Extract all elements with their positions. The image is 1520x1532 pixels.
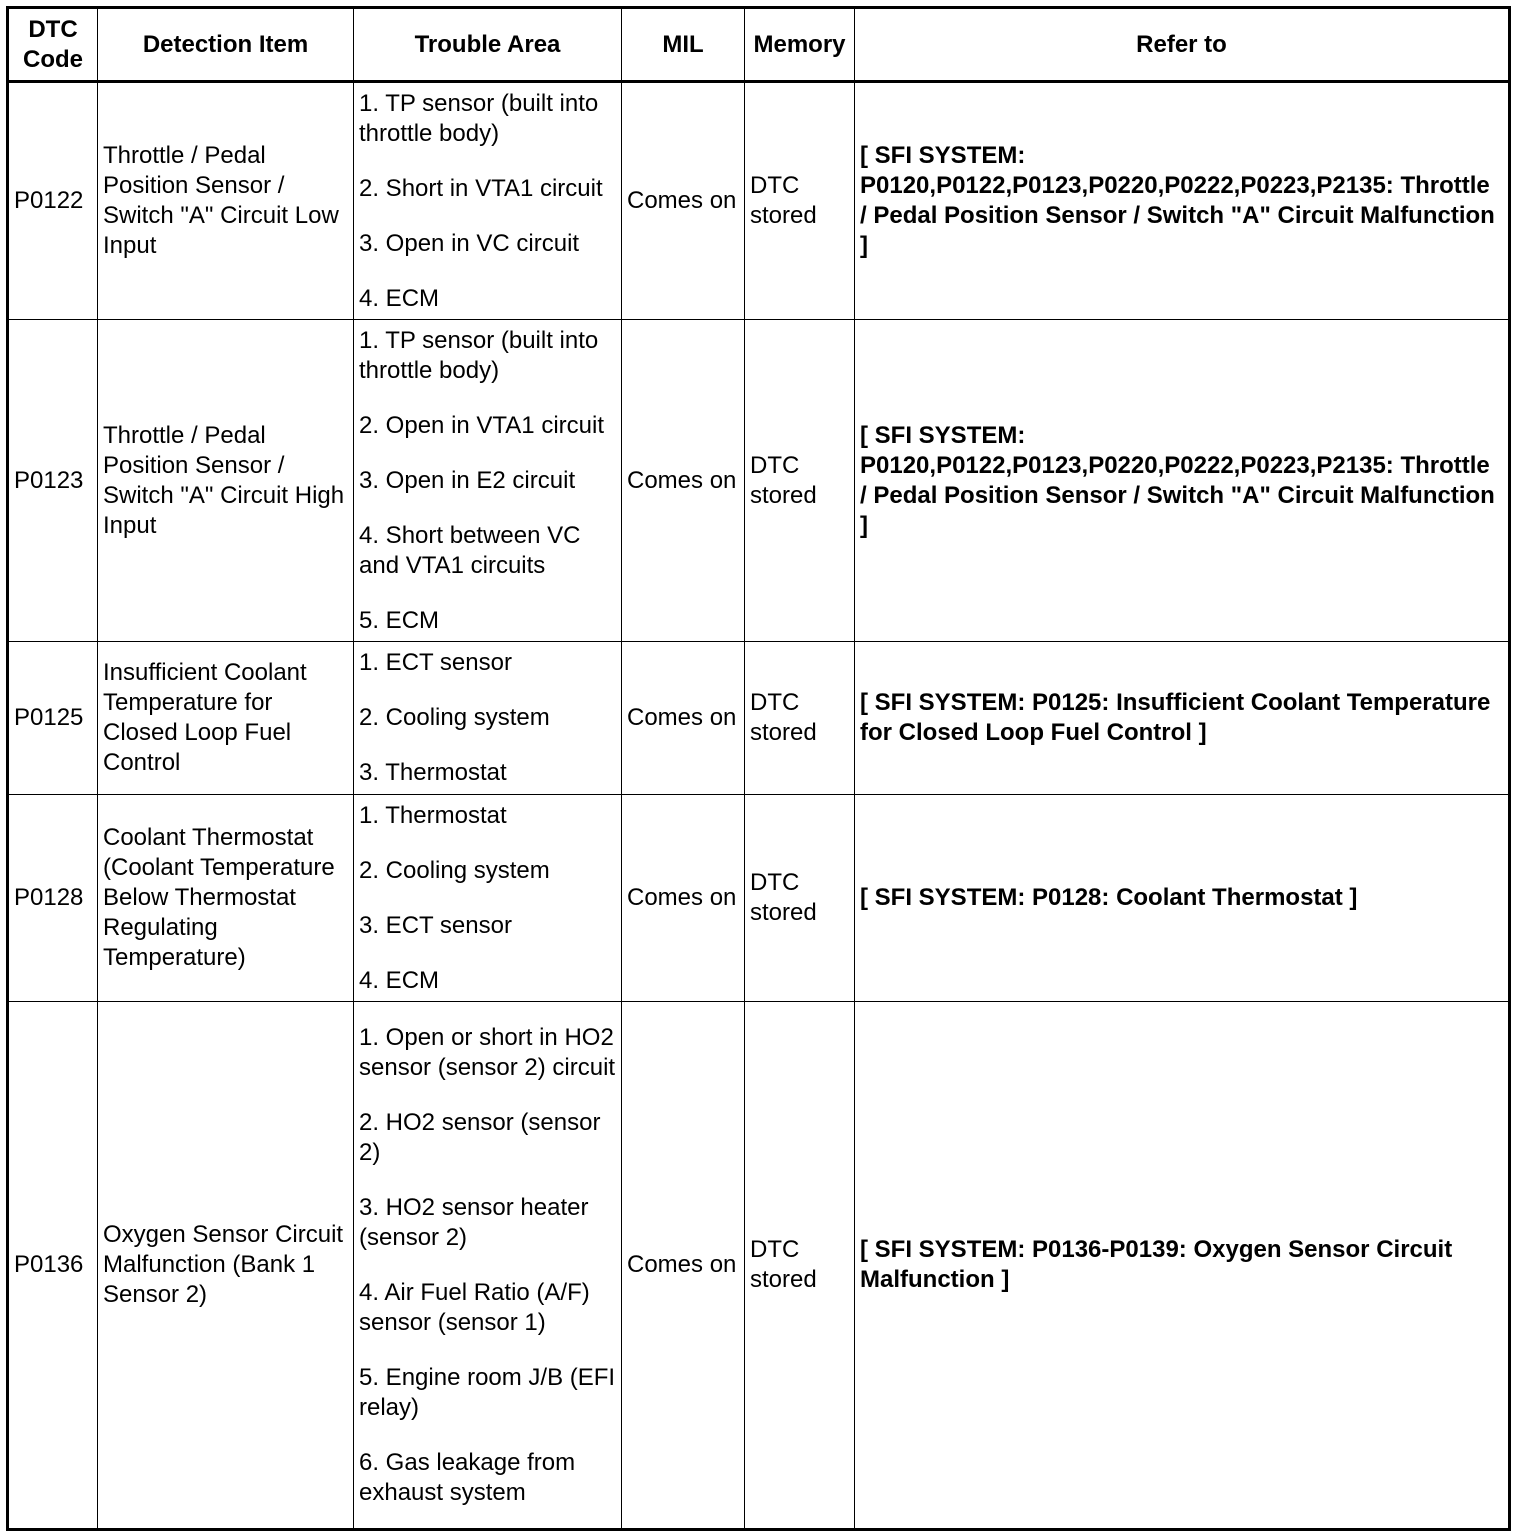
trouble-area-item: 3. ECT sensor (359, 911, 512, 939)
memory-cell: DTC stored (745, 320, 855, 642)
trouble-area-item: 2. HO2 sensor (sensor 2) (359, 1108, 601, 1166)
detection-item-cell: Insufficient Coolant Temperature for Closed Loop Fuel Control (98, 642, 354, 795)
mil-cell: Comes on (622, 1002, 745, 1530)
refer-to-cell: [ SFI SYSTEM: P0136-P0139: Oxygen Sensor Circuit Malfunction ] (855, 1002, 1510, 1530)
trouble-area-item: 3. Open in VC circuit (359, 229, 580, 257)
refer-to-cell: [ SFI SYSTEM: P0120,P0122,P0123,P0220,P0222,P0223,P2135: Throttle / Pedal Position Sensor / Switch "A" Circuit Malfunction ] (855, 82, 1510, 320)
memory-cell: DTC stored (745, 1002, 855, 1530)
trouble-area-item: 4. Air Fuel Ratio (A/F) sensor (sensor 1) (359, 1278, 590, 1336)
table-row (8, 642, 1510, 795)
dtc-code-cell: P0136 (8, 1002, 98, 1530)
refer-to-cell: [ SFI SYSTEM: P0128: Coolant Thermostat ] (855, 795, 1510, 1002)
trouble-area-item: 4. ECM (359, 284, 440, 312)
trouble-area-item: 2. Open in VTA1 circuit (359, 411, 604, 439)
trouble-area-item: 5. ECM (359, 606, 440, 634)
detection-item-cell: Oxygen Sensor Circuit Malfunction (Bank 1 Sensor 2) (98, 1002, 354, 1530)
detection-item-cell: Throttle / Pedal Position Sensor / Switch "A" Circuit Low Input (98, 82, 354, 320)
dtc-code-cell: P0123 (8, 320, 98, 642)
memory-cell: DTC stored (745, 642, 855, 795)
trouble-area-cell (354, 795, 622, 1002)
trouble-area-item: 1. Thermostat (359, 801, 507, 829)
dtc-code-cell: P0128 (8, 795, 98, 1002)
refer-to-cell: [ SFI SYSTEM: P0120,P0122,P0123,P0220,P0222,P0223,P2135: Throttle / Pedal Position Sensor / Switch "A" Circuit Malfunction ] (855, 320, 1510, 642)
table-body (8, 82, 1510, 1530)
header-memory: Memory (745, 8, 855, 82)
trouble-area-cell (354, 320, 622, 642)
dtc-code-cell: P0125 (8, 642, 98, 795)
trouble-area-item: 1. Open or short in HO2 sensor (sensor 2) circuit (359, 1023, 616, 1081)
trouble-area-cell (354, 642, 622, 795)
trouble-area-item: 3. Open in E2 circuit (359, 466, 576, 494)
dtc-table (6, 6, 1511, 1531)
trouble-area-item: 4. Short between VC and VTA1 circuits (359, 521, 581, 579)
header-detection-item: Detection Item (98, 8, 354, 82)
header-trouble-area: Trouble Area (354, 8, 622, 82)
trouble-area-item: 2. Cooling system (359, 856, 550, 884)
memory-cell: DTC stored (745, 82, 855, 320)
trouble-area-item: 1. TP sensor (built into throttle body) (359, 89, 599, 147)
detection-item-cell: Coolant Thermostat (Coolant Temperature Below Thermostat Regulating Temperature) (98, 795, 354, 1002)
table-row (8, 795, 1510, 1002)
table-header (8, 8, 1510, 82)
mil-cell: Comes on (622, 642, 745, 795)
trouble-area-cell (354, 82, 622, 320)
detection-item-cell: Throttle / Pedal Position Sensor / Switch "A" Circuit High Input (98, 320, 354, 642)
trouble-area-item: 2. Short in VTA1 circuit (359, 174, 603, 202)
dtc-code-cell: P0122 (8, 82, 98, 320)
header-refer-to: Refer to (855, 8, 1510, 82)
trouble-area-item: 3. Thermostat (359, 759, 507, 786)
trouble-area-item: 1. TP sensor (built into throttle body) (359, 326, 599, 384)
trouble-area-item: 6. Gas leakage from exhaust system (359, 1448, 576, 1506)
trouble-area-item: 1. ECT sensor (359, 649, 512, 676)
trouble-area-cell (354, 1002, 622, 1530)
header-mil: MIL (622, 8, 745, 82)
trouble-area-item: 3. HO2 sensor heater (sensor 2) (359, 1193, 589, 1251)
trouble-area-item: 2. Cooling system (359, 704, 550, 731)
table-row (8, 1002, 1510, 1530)
table-row (8, 82, 1510, 320)
trouble-area-item: 4. ECM (359, 966, 440, 994)
refer-to-cell: [ SFI SYSTEM: P0125: Insufficient Coolant Temperature for Closed Loop Fuel Control ] (855, 642, 1510, 795)
trouble-area-item: 5. Engine room J/B (EFI relay) (359, 1363, 616, 1421)
mil-cell: Comes on (622, 795, 745, 1002)
header-row (8, 8, 1510, 82)
mil-cell: Comes on (622, 320, 745, 642)
mil-cell: Comes on (622, 82, 745, 320)
table-row (8, 320, 1510, 642)
memory-cell: DTC stored (745, 795, 855, 1002)
header-dtc-code: DTC Code (8, 8, 98, 82)
